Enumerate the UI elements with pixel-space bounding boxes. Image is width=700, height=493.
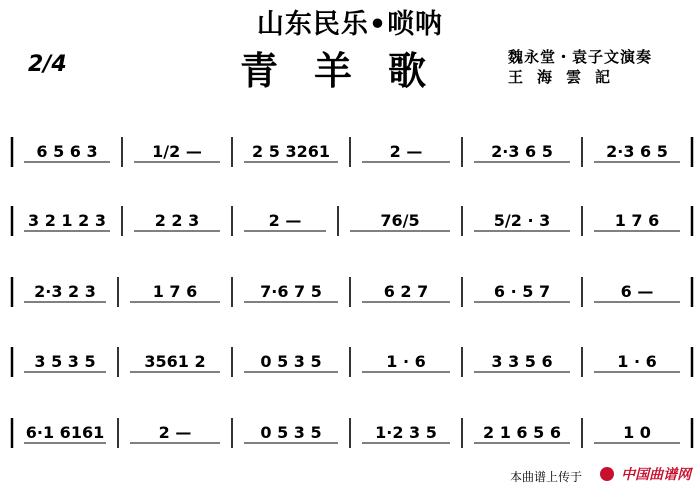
song-title: 青羊歌 (240, 48, 463, 93)
score-measure: 2 1 6 5 6 (483, 423, 561, 442)
score-measure: 2 — (158, 423, 192, 442)
score-measure: 1 0 (623, 423, 651, 442)
logo-text: 中国曲谱网 (621, 467, 692, 483)
score-measure: 2 — (389, 142, 423, 161)
score-measure: 6 — (620, 282, 654, 301)
score-measure: 2 2 3 (154, 211, 200, 230)
score-measure: 1 · 6 (617, 352, 657, 371)
score-measure: 6·1 6161 (25, 423, 105, 442)
score-measure: 3 2 1 2 3 (28, 211, 106, 230)
score-measure: 0 5 3 5 (260, 423, 322, 442)
score-measure: 1 · 6 (386, 352, 426, 371)
score-measure: 1 7 6 (152, 282, 198, 301)
upload-note: 本曲谱上传于 (510, 470, 583, 484)
score-measure: 3 3 5 6 (491, 352, 553, 371)
score-measure: 3 5 3 5 (34, 352, 96, 371)
score-measure: 2 5 3261 (252, 142, 330, 161)
performers-credit: 魏永堂・袁子文演奏 (508, 48, 653, 66)
score-measure: 0 5 3 5 (260, 352, 322, 371)
score-measure: 3561 2 (144, 352, 206, 371)
score-measure: 7·6 7 5 (260, 282, 322, 301)
series-title: 山东民乐•唢呐 (256, 9, 444, 40)
time-signature: 2/4 (28, 52, 67, 77)
score-measure: 76/5 (380, 211, 420, 230)
score-measure: 6 · 5 7 (493, 282, 551, 301)
score-measure: 2·3 2 3 (34, 282, 96, 301)
notator-credit: 王海雲記 (508, 68, 625, 86)
score-measure: 2·3 6 5 (491, 142, 553, 161)
score-measure: 1/2 — (152, 142, 202, 161)
score-measure: 1 7 6 (614, 211, 660, 230)
site-logo[interactable] (600, 464, 694, 484)
score-measure: 2·3 6 5 (606, 142, 668, 161)
logo-mark-icon (600, 467, 614, 481)
score-measure: 6 5 6 3 (36, 142, 98, 161)
score-measure: 5/2 · 3 (493, 211, 551, 230)
score-measure: 6 2 7 (383, 282, 429, 301)
score-measure: 2 — (268, 211, 302, 230)
score-measure: 1·2 3 5 (375, 423, 437, 442)
